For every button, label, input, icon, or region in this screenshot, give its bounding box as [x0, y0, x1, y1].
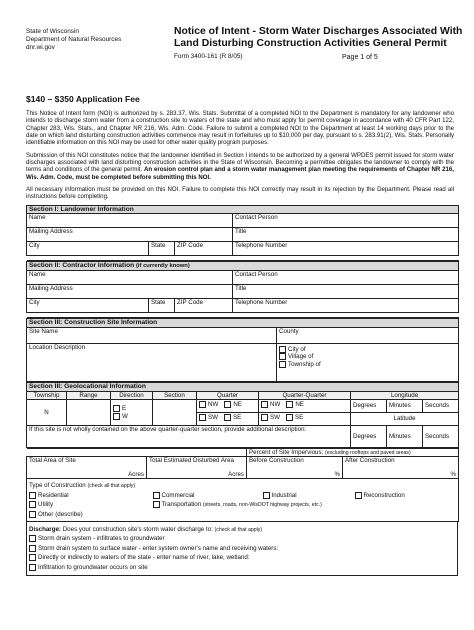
- contractor-phone-label: Telephone Number: [235, 299, 288, 307]
- qq-sw-label: SW: [270, 414, 280, 422]
- quarter-south-options: [197, 413, 259, 426]
- transportation-label: Transportation: [161, 501, 202, 509]
- latitude-header: Latitude: [351, 413, 459, 426]
- residential-label: Residential: [38, 491, 69, 499]
- village-of-label: Village of: [288, 353, 314, 361]
- construction-type-heading: [27, 479, 459, 490]
- spacer: [27, 313, 459, 318]
- industrial-option[interactable]: [261, 491, 353, 500]
- intro-paragraph-2-text: Submission of this NOI constitutes notice that the landowner identified in Section I intends to be authorized by a general WPDES permit issued for storm water discharges associated with land disturbing construction activities in the State of Wisconsin. Becoming a permittee obligates the landowner to comply with the terms and conditions of the general permit.: [26, 151, 454, 174]
- site-name-label: Site Name: [29, 327, 58, 335]
- contractor-zip-field[interactable]: [175, 299, 233, 313]
- quarter-ne-checkbox[interactable]: [224, 401, 231, 408]
- contractor-mailing-label: Mailing Address: [29, 285, 73, 293]
- section2-title: [27, 262, 459, 271]
- section2-table: [26, 261, 459, 318]
- section1-title: Section I: Landowner Information: [27, 205, 459, 214]
- longitude-seconds-label: Seconds: [425, 402, 450, 410]
- quarter-se-label: SE: [232, 414, 242, 422]
- latitude-degrees-label: Degrees: [353, 432, 377, 440]
- discharge-checkbox[interactable]: [29, 564, 36, 571]
- township-of-checkbox[interactable]: [279, 361, 286, 368]
- form-number: Form 3400-161 (R 8/05): [174, 53, 243, 60]
- landowner-phone-field[interactable]: [233, 242, 459, 256]
- quarter-nw-checkbox[interactable]: [199, 401, 206, 408]
- agency-department: Department of Natural Resources: [26, 36, 122, 43]
- commercial-option[interactable]: [151, 491, 261, 500]
- qq-se-option[interactable]: [286, 414, 303, 421]
- area-blank: [27, 449, 247, 457]
- discharge-option[interactable]: [29, 544, 455, 553]
- longitude-degrees-label: Degrees: [353, 402, 377, 410]
- landowner-state-label: State: [151, 242, 166, 250]
- direction-w-checkbox[interactable]: [113, 413, 120, 420]
- qq-nw-label: NW: [270, 401, 281, 409]
- range-header: Range: [67, 391, 111, 399]
- contractor-title-label: Title: [235, 285, 247, 293]
- residential-checkbox[interactable]: [29, 492, 36, 499]
- discharge-heading: [29, 525, 455, 534]
- discharge-option[interactable]: [29, 563, 455, 572]
- qq-ne-label: NE: [295, 401, 304, 409]
- contractor-name-label: Name: [29, 271, 46, 279]
- reconstruction-label: Reconstruction: [363, 491, 405, 499]
- other-option[interactable]: [27, 510, 459, 522]
- township-of-label: Township of: [288, 360, 321, 368]
- discharge-question: Does your construction site's storm water discharge to:: [62, 526, 213, 533]
- impervious-label: Percent of Site Impervious:: [249, 449, 324, 457]
- section-header: Section: [153, 391, 197, 399]
- discharge-checkbox[interactable]: [29, 535, 36, 542]
- quarter-header: Quarter: [197, 391, 259, 399]
- location-description-label: Location Description: [29, 343, 86, 351]
- site-name-field[interactable]: [27, 327, 277, 343]
- contractor-state-label: State: [151, 299, 166, 307]
- discharge-option-label: Storm drain system - infiltrates to groundwater: [38, 535, 165, 543]
- area-table: [26, 448, 459, 479]
- quarter-se-option[interactable]: [224, 414, 241, 421]
- direction-w-option[interactable]: [113, 413, 150, 420]
- longitude-header: Longitude: [351, 391, 459, 399]
- page-number: Page 1 of 5: [342, 54, 378, 61]
- section3-title: Section III: Construction Site Information: [27, 319, 459, 328]
- form-title: [174, 26, 464, 51]
- contractor-contact-field[interactable]: [233, 271, 459, 285]
- form-header: [26, 26, 463, 80]
- transportation-note: (streets, roads, non-WisDOT highway projects, etc.): [202, 502, 322, 509]
- landowner-title-field[interactable]: [233, 228, 459, 242]
- transportation-option[interactable]: [151, 500, 459, 509]
- before-construction-label: Before Construction: [249, 457, 304, 465]
- landowner-title-label: Title: [235, 228, 247, 236]
- section3-table: [26, 318, 459, 382]
- contractor-zip-label: ZIP Code: [177, 299, 204, 307]
- longitude-minutes-field[interactable]: [387, 400, 423, 413]
- qq-sw-option[interactable]: [261, 414, 280, 421]
- application-fee: $140 – $350 Application Fee: [26, 94, 140, 104]
- landowner-phone-label: Telephone Number: [235, 242, 288, 250]
- landowner-zip-field[interactable]: [175, 242, 233, 256]
- discharge-block: [26, 522, 458, 576]
- contractor-state-field[interactable]: [149, 299, 175, 313]
- direction-e-checkbox[interactable]: [113, 405, 120, 412]
- section-field[interactable]: [153, 400, 197, 426]
- utility-option[interactable]: [27, 500, 151, 509]
- after-construction-pct: %: [450, 470, 456, 478]
- total-area-label: Total Area of Site: [29, 457, 76, 465]
- direction-e-label: E: [122, 405, 127, 413]
- contractor-name-field[interactable]: [27, 271, 233, 285]
- utility-checkbox[interactable]: [29, 501, 36, 508]
- geolocation-title: Section III: Geolocational Information: [27, 382, 459, 391]
- quarter-sw-label: SW: [208, 414, 218, 422]
- range-field[interactable]: [67, 400, 111, 426]
- quarter-ne-label: NE: [233, 401, 242, 409]
- reconstruction-option[interactable]: [353, 491, 459, 500]
- additional-description-label: If this site is not wholly contained on the above quarter-quarter section, provide additional description:: [29, 426, 307, 434]
- form-title-line1: Notice of Intent - Storm Water Discharges Associated With: [174, 26, 463, 37]
- intro-paragraph-2: [26, 152, 454, 181]
- industrial-label: Industrial: [271, 491, 297, 499]
- landowner-state-field[interactable]: [149, 242, 175, 256]
- city-of-checkbox[interactable]: [279, 346, 286, 353]
- other-checkbox[interactable]: [29, 511, 36, 518]
- agency-state: State of Wisconsin: [26, 28, 79, 35]
- discharge-note: (check all that apply): [214, 527, 263, 533]
- latitude-minutes-label: Minutes: [389, 432, 411, 440]
- commercial-checkbox[interactable]: [153, 492, 160, 499]
- municipality-options: [277, 343, 459, 381]
- quarter-se-checkbox[interactable]: [224, 414, 231, 421]
- construction-type-table: [26, 479, 459, 522]
- quarter-nw-option[interactable]: [199, 401, 218, 408]
- landowner-zip-label: ZIP Code: [177, 242, 204, 250]
- impervious-note: (excluding rooftops and paved areas): [325, 450, 411, 457]
- latitude-seconds-field[interactable]: [423, 426, 459, 448]
- township-of-option[interactable]: [279, 361, 456, 368]
- form-title-line2: Land Disturbing Construction Activities General Permit: [174, 38, 447, 50]
- qq-se-checkbox[interactable]: [286, 414, 293, 421]
- county-label: County: [279, 327, 299, 335]
- qq-nw-checkbox[interactable]: [261, 401, 268, 408]
- landowner-contact-field[interactable]: [233, 214, 459, 228]
- qq-nw-option[interactable]: [261, 401, 280, 408]
- township-n-label: N: [44, 408, 49, 416]
- village-of-option[interactable]: [279, 353, 456, 360]
- landowner-city-field[interactable]: [27, 242, 149, 256]
- direction-e-option[interactable]: [113, 405, 150, 412]
- direction-header: Direction: [111, 391, 153, 399]
- qq-sw-checkbox[interactable]: [261, 414, 268, 421]
- contractor-city-field[interactable]: [27, 299, 149, 313]
- quarter-quarter-header: Quarter-Quarter: [259, 391, 351, 399]
- city-of-label: City of: [288, 346, 306, 354]
- disturbed-area-field[interactable]: [147, 457, 247, 479]
- county-field[interactable]: [277, 327, 459, 343]
- direction-w-label: W: [122, 412, 128, 420]
- village-of-checkbox[interactable]: [279, 353, 286, 360]
- latitude-seconds-label: Seconds: [425, 432, 450, 440]
- quarter-nw-label: NW: [208, 401, 219, 409]
- discharge-checkbox[interactable]: [29, 554, 36, 561]
- agency-block: [26, 28, 121, 52]
- commercial-label: Commercial: [161, 491, 195, 499]
- additional-description-field[interactable]: [27, 426, 351, 448]
- impervious-header: [247, 449, 459, 457]
- longitude-seconds-field[interactable]: [423, 400, 459, 413]
- total-area-acres-unit: Acres: [128, 470, 144, 478]
- utility-label: Utility: [38, 501, 54, 509]
- after-construction-field[interactable]: [343, 457, 459, 479]
- discharge-option-label: Infiltration to groundwater occurs on site: [38, 563, 148, 571]
- intro-paragraph-1: This Notice of Intent form (NOI) is authorized by s. 283.37, Wis. Stats. Submittal of a completed NOI to the Department is mandatory for any landowner who intends to discharge storm water from a construction site to waters of the state and who must apply for permit coverage in accordance with 40 CFR Part 122, Chapter 283, Wis. Stats., and Chapter NR 216, Wis. Adm. Code. Failure to submit a completed NOI to the Department at least 14 working days prior to the date on which land disturbing construction activities commence may result in forfeitures up to $10,000 per day, pursuant to s. 283.91(2), Wis. Stats. Personally identifiable information on this NOI may be used for other water quality program purposes.: [26, 110, 454, 147]
- landowner-name-label: Name: [29, 214, 46, 222]
- section2-title-note: (if currently known): [135, 263, 190, 270]
- qq-south-options: [259, 413, 351, 426]
- before-construction-pct: %: [334, 470, 340, 478]
- discharge-option[interactable]: [29, 553, 455, 562]
- discharge-checkbox[interactable]: [29, 545, 36, 552]
- intro-paragraph-3: All necessary information must be provided on this NOI. Failure to complete this NOI correctly may result in its rejection by the Department. Please read all instructions before completing.: [26, 185, 454, 201]
- quarter-sw-checkbox[interactable]: [199, 414, 206, 421]
- contractor-mailing-field[interactable]: [27, 285, 233, 299]
- landowner-name-field[interactable]: [27, 214, 233, 228]
- latitude-minutes-field[interactable]: [387, 426, 423, 448]
- construction-type-label: Type of Construction: [29, 482, 86, 490]
- location-description-field[interactable]: [27, 343, 277, 381]
- disturbed-area-label: Total Estimated Disturbed Area: [149, 457, 234, 465]
- total-area-field[interactable]: [27, 457, 147, 479]
- township-field[interactable]: [27, 400, 67, 426]
- quarter-sw-option[interactable]: [199, 414, 218, 421]
- longitude-minutes-label: Minutes: [389, 402, 411, 410]
- quarter-north-options: [197, 400, 259, 413]
- longitude-degrees-field[interactable]: [351, 400, 387, 413]
- intro-paragraph-2-bold: An erosion control plan and a storm water management plan meeting the requirements of Chapter NR 216, Wis. Adm. Code, must be completed before submitting this NOI.: [26, 166, 454, 181]
- transportation-checkbox[interactable]: [153, 501, 160, 508]
- contractor-contact-label: Contact Person: [235, 271, 278, 279]
- qq-north-options: [259, 400, 351, 413]
- city-of-option[interactable]: [279, 346, 456, 353]
- discharge-option[interactable]: [29, 534, 455, 543]
- contractor-city-label: City: [29, 299, 40, 307]
- before-construction-field[interactable]: [247, 457, 343, 479]
- contractor-title-field[interactable]: [233, 285, 459, 299]
- quarter-ne-option[interactable]: [224, 401, 242, 408]
- discharge-option-label: Directly or indirectly to waters of the state - enter name of river, lake, wetland:: [38, 554, 250, 562]
- discharge-option-label: Storm drain system to surface water - enter system owner's name and receiving waters:: [38, 544, 279, 552]
- residential-option[interactable]: [27, 491, 151, 500]
- other-label: Other (describe): [38, 510, 83, 518]
- spacer: [27, 256, 459, 261]
- agency-website: dnr.wi.gov: [26, 44, 55, 51]
- construction-type-note: (check all that apply): [87, 483, 136, 490]
- section1-table: [26, 205, 459, 262]
- qq-ne-option[interactable]: [286, 401, 304, 408]
- landowner-mailing-label: Mailing Address: [29, 228, 73, 236]
- disturbed-area-acres-unit: Acres: [228, 470, 244, 478]
- industrial-checkbox[interactable]: [263, 492, 270, 499]
- reconstruction-checkbox[interactable]: [355, 492, 362, 499]
- landowner-mailing-field[interactable]: [27, 228, 233, 242]
- geolocation-table: [26, 382, 459, 448]
- latitude-degrees-field[interactable]: [351, 426, 387, 448]
- qq-ne-checkbox[interactable]: [286, 401, 293, 408]
- qq-se-label: SE: [294, 414, 304, 422]
- after-construction-label: After Construction: [345, 457, 395, 465]
- section2-title-text: Section II: Contractor Information: [29, 262, 135, 270]
- township-header: Township: [27, 391, 67, 399]
- landowner-contact-label: Contact Person: [235, 214, 278, 222]
- direction-options: [111, 400, 153, 426]
- discharge-label: Discharge:: [29, 526, 61, 533]
- landowner-city-label: City: [29, 242, 40, 250]
- contractor-phone-field[interactable]: [233, 299, 459, 313]
